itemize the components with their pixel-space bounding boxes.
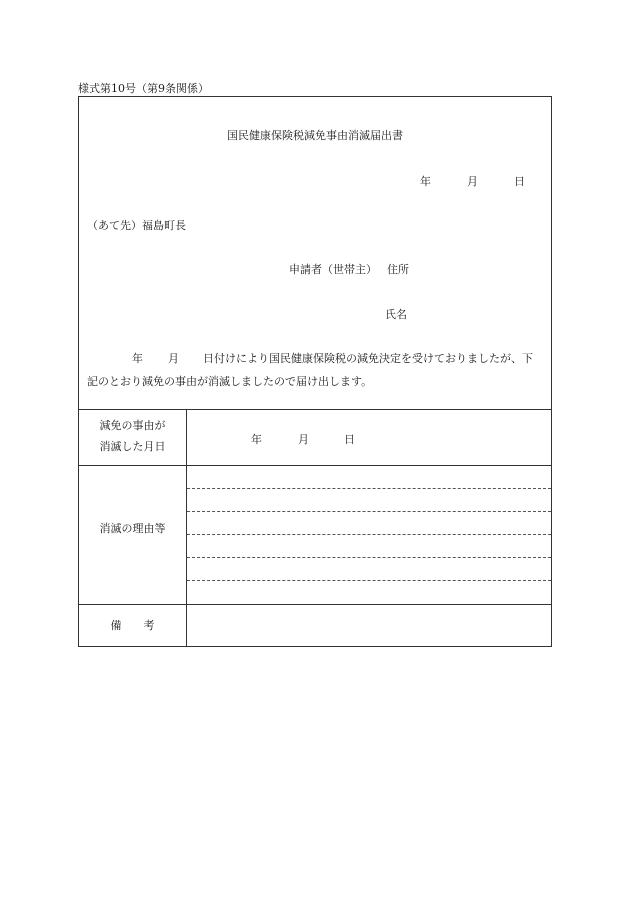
date-day-label: 日	[514, 175, 525, 188]
body-month-label: 月	[168, 352, 179, 365]
reason-writing-line	[187, 580, 551, 581]
reason-writing-line	[187, 511, 551, 512]
applicant-label: 申請者（世帯主）	[289, 263, 377, 276]
applicant-name-label: 氏名	[385, 308, 407, 321]
extinction-date-label-line2: 消滅した月日	[99, 440, 166, 453]
reason-writing-line	[187, 534, 551, 535]
body-line2-text: 記のとおり減免の事由が消滅しましたので届け出します。	[87, 375, 373, 388]
addressee: （あて先）福島町長	[87, 219, 186, 232]
applicant-address-label: 住所	[387, 263, 409, 276]
reason-label: 消滅の理由等	[99, 522, 166, 535]
table-top-border	[79, 409, 551, 410]
body-year-label: 年	[132, 352, 143, 365]
row-divider-2	[79, 604, 551, 605]
body-line1-text: 日付けにより国民健康保険税の減免決定を受けておりましたが、下	[203, 352, 533, 365]
reason-writing-line	[187, 557, 551, 558]
extinction-month-label: 月	[298, 433, 309, 446]
date-month-label: 月	[467, 175, 478, 188]
date-year-label: 年	[420, 175, 431, 188]
form-number: 様式第10号（第9条関係）	[78, 82, 209, 95]
document-title: 国民健康保険税減免事由消滅届出書	[227, 129, 403, 142]
extinction-year-label: 年	[251, 433, 262, 446]
reason-writing-line	[187, 488, 551, 489]
extinction-day-label: 日	[344, 433, 355, 446]
row-divider-1	[79, 465, 551, 466]
form-frame	[78, 96, 552, 647]
remarks-label: 備 考	[110, 619, 155, 632]
extinction-date-label-line1: 減免の事由が	[99, 419, 166, 432]
extinction-date-label	[79, 415, 186, 457]
column-divider	[186, 409, 187, 647]
applicant-line	[289, 261, 409, 277]
